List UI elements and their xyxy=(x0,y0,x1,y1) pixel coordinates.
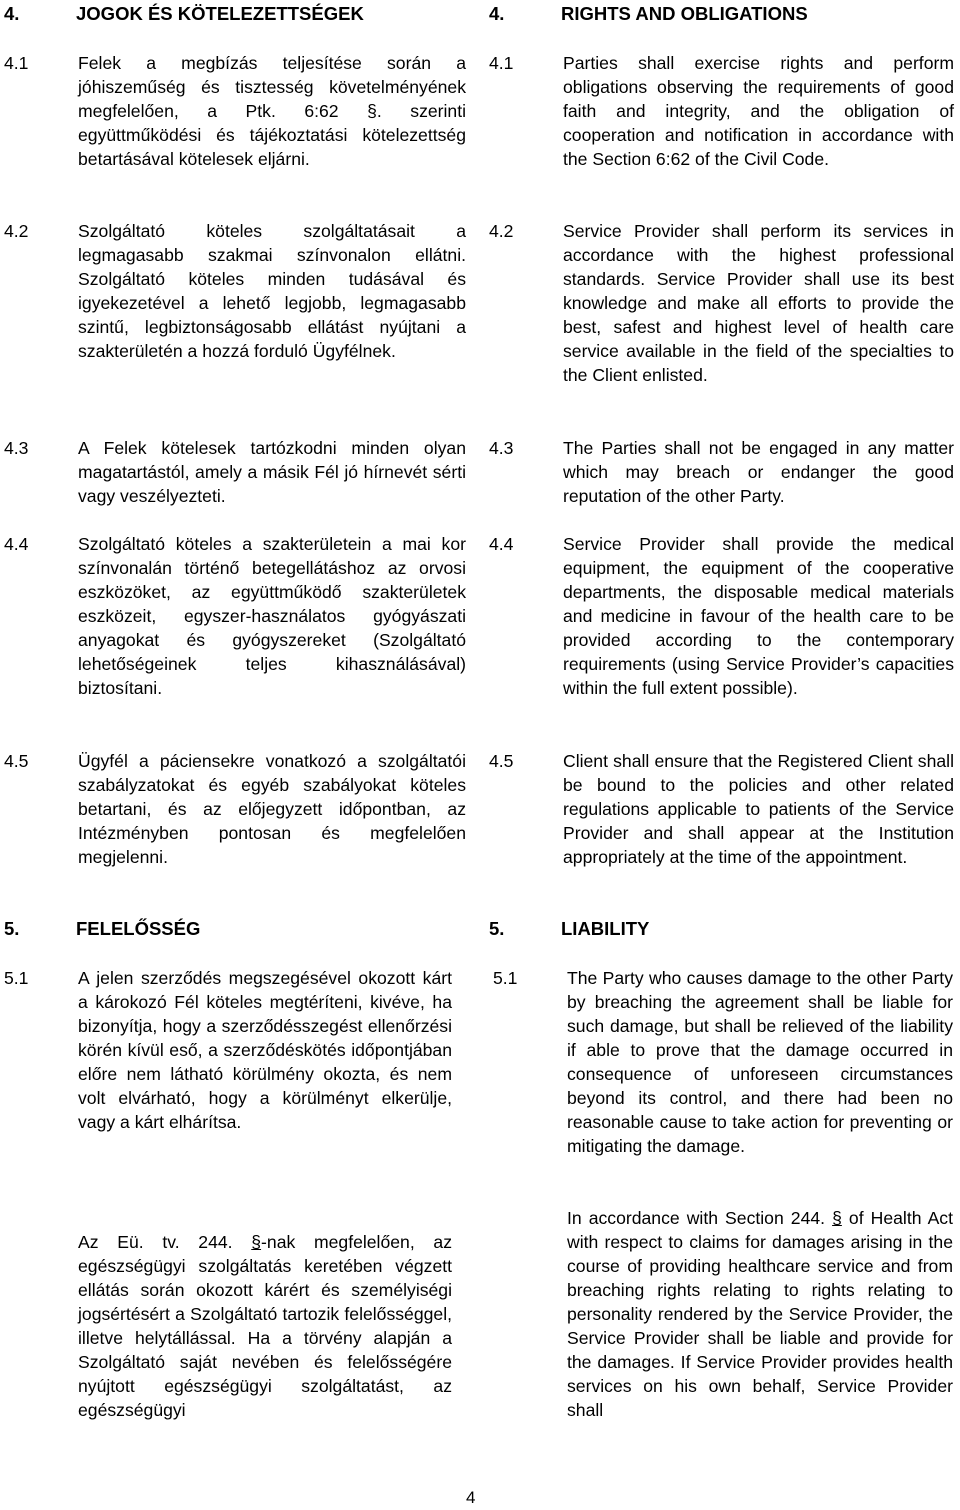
section-title: FELELŐSSÉG xyxy=(76,918,201,939)
clause-text: A Felek kötelesek tartózkodni minden olyan magatartástól, amely a másik Fél jó hírnevét sérti vagy veszélyezteti. xyxy=(78,438,466,506)
section-number: 4. xyxy=(4,3,20,24)
clause-text: Felek a megbízás teljesítése során a jóhiszeműség és tisztesség követelményének megfelelően, a Ptk. 6:62 §. szerinti együttműködési és tájékoztatási kötelezettség betartásával kötelesek eljárni. xyxy=(78,53,466,169)
clause-4-4-en xyxy=(489,532,954,700)
page-number: 4 xyxy=(466,1488,476,1507)
clause-5-1-hu xyxy=(4,966,452,1134)
paragraph-text-rest: of Health Act with respect to claims for damages arising in the course of providing healthcare service and from breaching rights relating to rights relating to personality rendered by the Service Provider, the Service Provider shall be liable and provide for the damages. If Service Provider provides health services on his own behalf, Service Provider shall xyxy=(567,1208,953,1420)
clause-text: Service Provider shall perform its services in accordance with the highest professional standards. Service Provider shall use its best knowledge and make all efforts to provide the best, safest and highest level of health care service available in the field of the specialties to the Client enlisted. xyxy=(563,221,954,385)
paragraph-text-start: In accordance with Section 244. xyxy=(567,1208,826,1228)
clause-4-1-en xyxy=(489,51,954,171)
clause-text: Service Provider shall provide the medical equipment, the equipment of the cooperative departments, the disposable medical materials and medicine in favour of the health care to be provided according to the contemporary requirements (using Service Provider’s capacities within the full extent possible). xyxy=(563,534,954,698)
section-sign: § xyxy=(832,1208,842,1228)
clause-4-3-en xyxy=(489,436,954,508)
clause-4-4-hu xyxy=(4,532,466,700)
clause-text: A jelen szerződés megszegésével okozott kárt a károkozó Fél köteles megtéríteni, kivéve, ha bizonyítja, hogy a szerződésszegést ellenőrzési körén kívül eső, a szerződéskötés időpontjában előre nem látható körülmény okozta, és nem volt elvárható, hogy a körülményt elkerülje, vagy a kárt elhárítsa. xyxy=(78,968,452,1132)
section-number: 5. xyxy=(4,918,20,939)
section-title: RIGHTS AND OBLIGATIONS xyxy=(561,3,808,24)
clause-4-2-en xyxy=(489,219,954,387)
paragraph-eu-tv-hu xyxy=(78,1230,452,1422)
clause-number: 4.5 xyxy=(4,751,29,771)
section-heading-4-hu xyxy=(4,2,364,26)
clause-number: 4.4 xyxy=(489,534,514,554)
clause-text: The Parties shall not be engaged in any matter which may breach or endanger the good reputation of the other Party. xyxy=(563,438,954,506)
paragraph-text-rest: -nak megfelelően, az egészségügyi szolgáltatás keretében végzett ellátás során okozott kárért és személyiségi jogsértésért a Szolgáltató tartozik felelősséggel, illetve helytállással. Ha a törvény alapján a Szolgáltató saját nevében és felelősségére nyújtott egészségügyi szolgáltatást, az egészségügyi xyxy=(78,1232,452,1420)
clause-text: Szolgáltató köteles szolgáltatásait a legmagasabb szakmai színvonalon ellátni. Szolgáltató köteles minden tudásával és igyekezetével a lehető legjobb, legmagasabb szintű, legbiztonságosabb ellátást nyújtani a szakterületén a hozzá forduló Ügyfélnek. xyxy=(78,221,466,361)
clause-number: 4.3 xyxy=(489,438,514,458)
clause-number: 4.4 xyxy=(4,534,29,554)
clause-text: Szolgáltató köteles a szakterületein a mai kor színvonalán történő betegellátáshoz az orvosi eszközöket, az együttműködő szakterületek eszközeit, egyszer-használatos gyógyászati anyagokat és gyógyszereket (Szolgáltató lehetőségeinek teljes kihasználásával) biztosítani. xyxy=(78,534,466,698)
clause-4-5-en xyxy=(489,749,954,869)
paragraph-text-start: Az Eü. tv. 244. xyxy=(78,1232,233,1252)
clause-4-3-hu xyxy=(4,436,466,508)
section-sign: § xyxy=(251,1232,262,1252)
clause-4-2-hu xyxy=(4,219,466,363)
clause-number: 4.3 xyxy=(4,438,29,458)
clause-text: Ügyfél a páciensekre vonatkozó a szolgáltatói szabályzatokat és egyéb szabályokat köteles betartani, és az előjegyzett időpontban, az Intézményben pontosan és megfelelően megjelenni. xyxy=(78,751,466,867)
clause-5-1-en xyxy=(493,966,953,1158)
clause-number: 4.1 xyxy=(489,53,514,73)
clause-number: 4.5 xyxy=(489,751,514,771)
section-title: JOGOK ÉS KÖTELEZETTSÉGEK xyxy=(76,3,364,24)
clause-number: 4.2 xyxy=(4,221,29,241)
section-heading-5-en xyxy=(489,917,649,941)
section-number: 4. xyxy=(489,3,505,24)
clause-4-1-hu xyxy=(4,51,466,171)
clause-number: 4.2 xyxy=(489,221,514,241)
clause-number: 4.1 xyxy=(4,53,29,73)
clause-number: 5.1 xyxy=(493,968,518,988)
paragraph-health-act-en xyxy=(567,1206,953,1422)
clause-text: Parties shall exercise rights and perform obligations observing the requirements of good faith and integrity, and the obligation of cooperation and notification in accordance with the Section 6:62 of the Civil Code. xyxy=(563,53,954,169)
section-number: 5. xyxy=(489,918,505,939)
section-title: LIABILITY xyxy=(561,918,650,939)
section-heading-5-hu xyxy=(4,917,200,941)
clause-4-5-hu xyxy=(4,749,466,869)
clause-text: The Party who causes damage to the other Party by breaching the agreement shall be liable for such damage, but shall be relieved of the liability if able to prove that the damage occurred in consequence of unforeseen circumstances beyond its control, and there had been no reasonable cause to take action for preventing or mitigating the damage. xyxy=(567,968,953,1156)
section-heading-4-en xyxy=(489,2,808,26)
clause-text: Client shall ensure that the Registered Client shall be bound to the policies and other related regulations applicable to patients of the Service Provider and shall appear at the Institution appropriately at the time of the appointment. xyxy=(563,751,954,867)
clause-number: 5.1 xyxy=(4,968,29,988)
